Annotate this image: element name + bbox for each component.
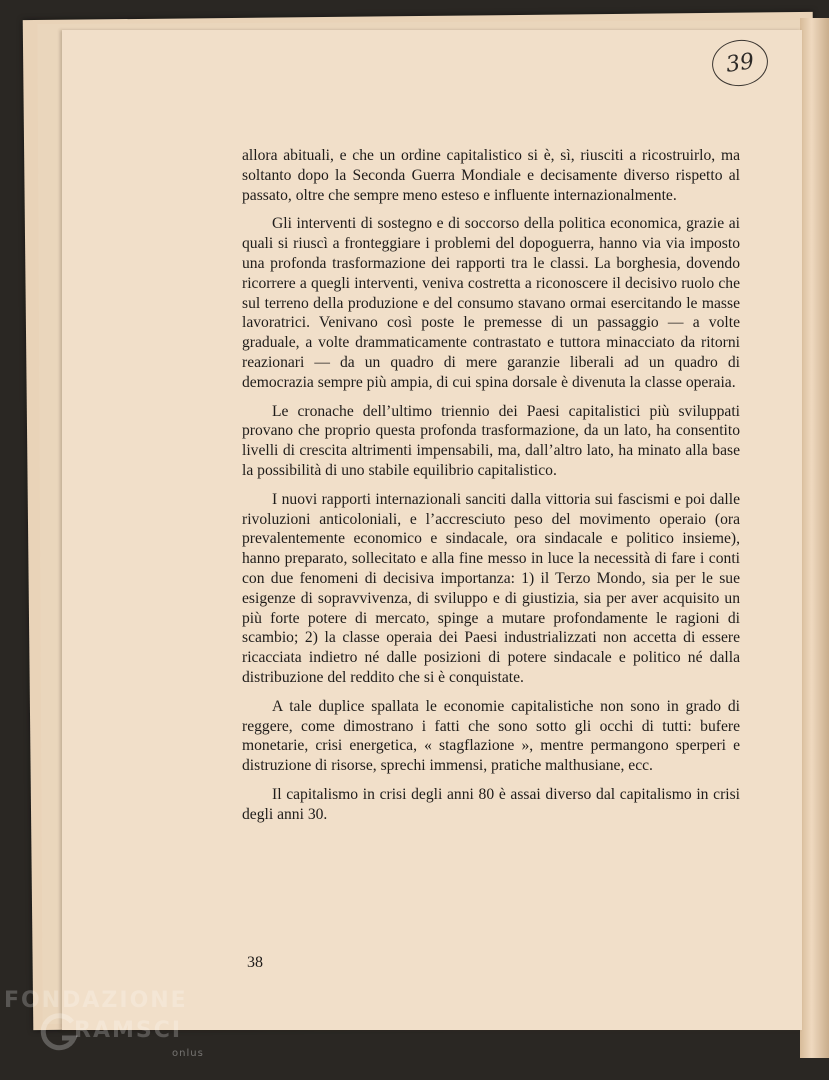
page-edge-right (800, 18, 829, 1058)
body-text (242, 146, 740, 834)
folio-number-text: 39 (724, 48, 756, 78)
paragraph-4: I nuovi rapporti internazionali sanciti dalla vittoria sui fascismi e poi dalle rivoluzioni anticoloniali, e l’accresciuto peso del movimento operaio (ora prevalentemente economico e sindacale, ora sindacale e politico insieme), hanno preparato, sollecitato e alla fine messo in luce la necessità di fare i conti con due fenomeni di decisiva importanza: 1) il Terzo Mondo, sia per le sue esigenze di sopravvivenza, di sviluppo e di giustizia, sia per aver acquisito un più forte potere di mercato, spinge a mutare profondamente le ragioni di scambio; 2) la classe operaia dei Paesi industrializzati non accetta di essere ricacciata indietro né dalle posizioni di potere sindacale e politico né dalla distribuzione del reddito che si è conquistate. (242, 490, 740, 686)
paragraph-1: allora abituali, e che un ordine capitalistico si è, sì, riusciti a ricostruirlo, ma soltanto dopo la Seconda Guerra Mondiale e decisamente diverso rispetto al passato, oltre che sempre meno esteso e influente internazionalmente. (242, 147, 740, 204)
paragraph-6: Il capitalismo in crisi degli anni 80 è assai diverso dal capitalismo in crisi degli anni 30. (242, 785, 740, 823)
watermark-line-2: RAMSCI (74, 1018, 183, 1043)
watermark-line-1: FONDAZIONE (4, 988, 188, 1013)
fondazione-gramsci-watermark (4, 988, 234, 1068)
paragraph-5: A tale duplice spallata le economie capitalistiche non sono in grado di reggere, come dimostrano i fatti che sono sotto gli occhi di tutti: bufere monetarie, crisi energetica, « stagflazione », mentre permangono sperperi e distruzione di risorse, sprechi immensi, pratiche malthusiane, ecc. (242, 697, 740, 775)
watermark-suffix: onlus (172, 1048, 204, 1059)
paragraph-2: Gli interventi di sostegno e di soccorso della politica economica, grazie ai quali si riuscì a fronteggiare i problemi del dopoguerra, hanno via via imposto una profonda trasformazione dei rapporti tra le classi. La borghesia, dovendo ricorrere a quegli interventi, veniva costretta a riconoscere il decisivo ruolo che sul terreno della produzione e del consumo stavano ormai esercitando le masse lavoratrici. Venivano così poste le premesse di un passaggio — a volte graduale, a volte drammaticamente contrastato e tuttora minacciato da ritorni reazionari — da un quadro di mere garanzie liberali ad un quadro di democrazia sempre più ampia, di cui spina dorsale è divenuta la classe operaia. (242, 215, 740, 391)
paragraph-3: Le cronache dell’ultimo triennio dei Paesi capitalistici più sviluppati provano che proprio questa profonda trasformazione, da un lato, ha consentito livelli di crescita altrimenti impensabili, ma, dall’altro lato, ha minato alla base la possibilità di uno stabile equilibrio capitalistico. (242, 402, 740, 479)
page-number: 38 (247, 954, 263, 971)
